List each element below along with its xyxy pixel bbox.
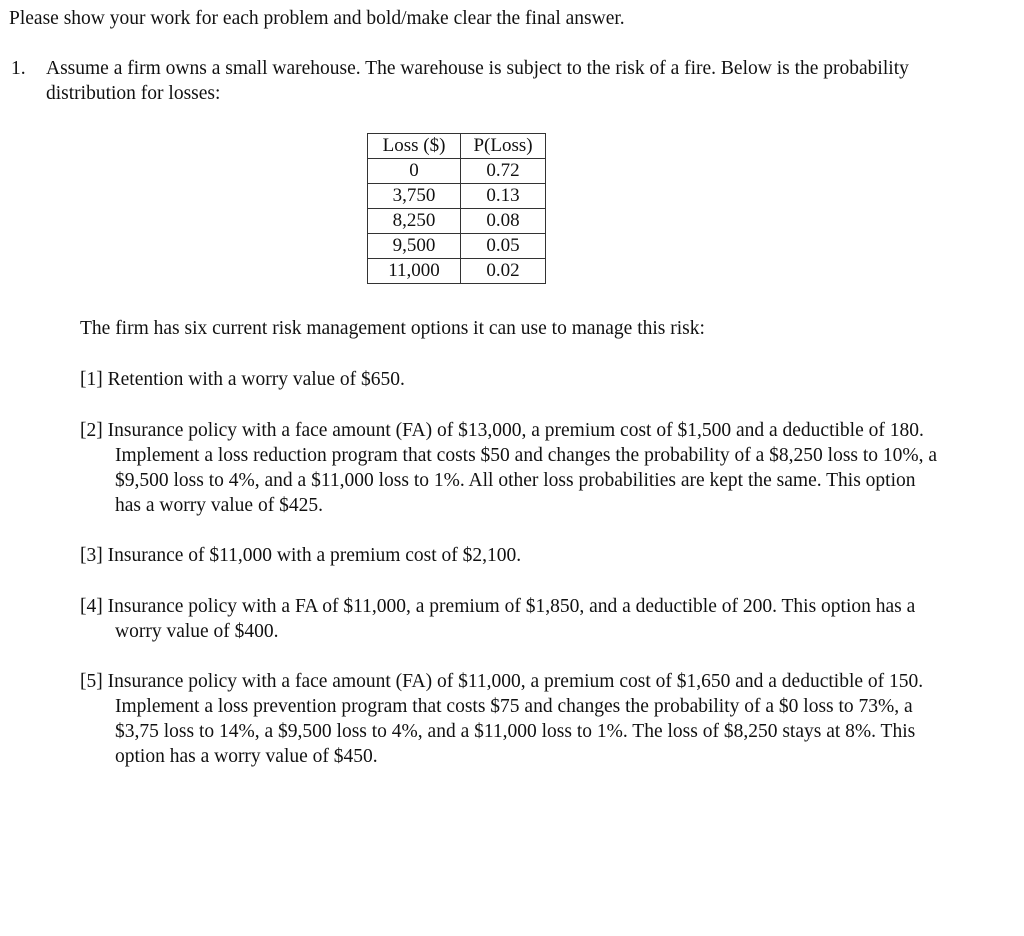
column-header-probability: P(Loss) [461,134,546,159]
loss-distribution-table [367,133,546,284]
table-header-row [368,134,546,159]
loss-value: 8,250 [368,209,461,234]
loss-value: 9,500 [368,234,461,259]
option-2: [2] Insurance policy with a face amount (FA) of $13,000, a premium cost of $1,500 and a deductible of 180. Implement a loss reduction program that costs $50 and changes the probability of a $8,250 loss to 10%, a $9,500 loss to 4%, and a $11,000 loss to 1%. All other loss probabilities are kept the same. This option has a worry value of $425. [80,420,938,516]
table-row [368,184,546,209]
probability-value: 0.02 [461,259,546,284]
probability-value: 0.13 [461,184,546,209]
table-row [368,159,546,184]
option-3: [3] Insurance of $11,000 with a premium cost of $2,100. [80,545,522,566]
question-number: 1. [11,58,26,79]
table-row [368,234,546,259]
loss-value: 11,000 [368,259,461,284]
probability-value: 0.05 [461,234,546,259]
option-1: [1] Retention with a worry value of $650. [80,369,405,390]
loss-value: 0 [368,159,461,184]
option-4: [4] Insurance policy with a FA of $11,000, a premium of $1,850, and a deductible of 200. This option has a worry value of $400. [80,596,916,642]
column-header-loss: Loss ($) [368,134,461,159]
probability-value: 0.72 [461,159,546,184]
probability-value: 0.08 [461,209,546,234]
option-5: [5] Insurance policy with a face amount (FA) of $11,000, a premium cost of $1,650 and a deductible of 150. Implement a loss prevention program that costs $75 and changes the probability of a $0 loss to 73%, a $3,75 loss to 14%, a $9,500 loss to 4%, and a $11,000 loss to 1%. The loss of $8,250 stays at 8%. This option has a worry value of $450. [80,671,924,767]
table-row [368,209,546,234]
question-text: Assume a firm owns a small warehouse. The warehouse is subject to the risk of a fire. Below is the probability distribution for losses: [46,58,909,104]
options-intro: The firm has six current risk management options it can use to manage this risk: [80,318,705,339]
loss-value: 3,750 [368,184,461,209]
instructions-header: Please show your work for each problem and bold/make clear the final answer. [9,8,625,29]
table-row [368,259,546,284]
